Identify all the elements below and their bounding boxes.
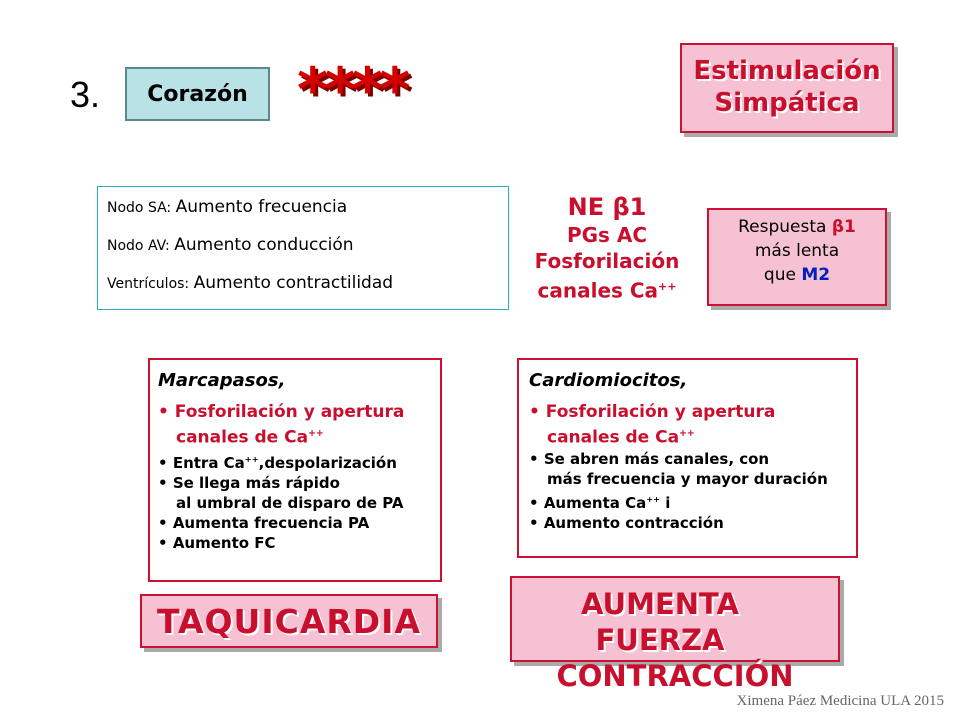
bullet: •: [529, 493, 539, 512]
receptor-line3: [512, 274, 702, 304]
effect-value: Aumento conducción: [174, 235, 354, 255]
effects-box: [97, 186, 509, 310]
item-text: Aumento contracción: [543, 513, 724, 532]
item-text: Fosforilación y apertura: [545, 402, 776, 422]
item-text: Aumento FC: [172, 533, 276, 552]
list-item-cont: más frecuencia y mayor duración: [547, 469, 828, 488]
effect-label: Ventrículos:: [107, 276, 194, 292]
response-box: [707, 208, 887, 306]
effect-value: Aumento frecuencia: [175, 197, 348, 217]
item-text: canales de Ca: [547, 427, 680, 448]
list-item: [158, 513, 440, 533]
item-text: ,despolarización: [258, 453, 397, 472]
list-item: [158, 401, 440, 423]
effect-value: Aumento contractilidad: [193, 273, 394, 293]
item-text: Fosforilación y apertura: [174, 402, 405, 422]
list-item: [158, 473, 440, 493]
cardiomyocytes-title: Cardiomiocitos,: [529, 370, 688, 391]
list-item-cont: [529, 423, 856, 449]
pacemaker-title: Marcapasos,: [158, 370, 286, 391]
item-text: canales de Ca: [176, 427, 309, 448]
list-item-cont: al umbral de disparo de PA: [176, 493, 404, 512]
bullet: •: [529, 449, 539, 468]
effect-label: Nodo AV:: [107, 238, 175, 254]
slide-number: 3.: [70, 74, 101, 115]
bullet: •: [158, 533, 168, 552]
result-contraction-force: [510, 576, 840, 693]
receptor-line1: PGs AC: [566, 223, 648, 247]
bullet: •: [529, 402, 540, 422]
stimulus-line2: Simpática: [714, 88, 860, 118]
response-line2: más lenta: [754, 241, 840, 261]
item-sup: ++: [244, 453, 259, 464]
list-item: [158, 449, 440, 473]
list-item: [529, 449, 856, 469]
effect-label: Nodo SA:: [107, 200, 176, 216]
result-tachycardia: TAQUICARDIA: [140, 594, 438, 648]
effect-row-sa: [107, 197, 508, 235]
response-line1: [709, 215, 885, 239]
credit-footer: Ximena Páez Medicina ULA 2015: [736, 693, 944, 709]
response-m2: M2: [801, 265, 831, 285]
stimulus-line1: Estimulación: [693, 56, 881, 86]
item-text: i: [660, 493, 671, 512]
list-item: [529, 401, 856, 423]
receptor-line3-text: canales Ca: [537, 278, 659, 303]
item-text: Aumenta frecuencia PA: [172, 513, 370, 532]
response-beta: β1: [831, 217, 856, 237]
item-text: Entra Ca: [172, 453, 245, 472]
list-item: [158, 533, 440, 553]
effect-row-ventricles: [107, 273, 508, 311]
organ-label: Corazón: [125, 67, 270, 121]
response-line3: [709, 263, 885, 287]
list-item: [529, 489, 856, 513]
bullet: •: [158, 402, 169, 422]
result-right-line2: CONTRACCIÓN: [556, 659, 794, 693]
bullet: •: [158, 513, 168, 532]
response-line3-text: que: [763, 265, 802, 285]
item-sup: ++: [308, 428, 324, 439]
bullet: •: [529, 513, 539, 532]
stars-rating: ****: [297, 55, 407, 125]
receptor-title: NE β1: [567, 193, 647, 221]
receptor-line3-sup: ++: [658, 280, 677, 293]
receptor-line2: Fosforilación: [534, 249, 680, 273]
receptor-mechanism: [512, 192, 702, 304]
item-text: Se llega más rápido: [172, 473, 340, 492]
list-item-cont: [158, 423, 440, 449]
bullet: •: [158, 453, 168, 472]
result-right-line1: AUMENTA FUERZA: [580, 587, 739, 657]
pacemaker-box: [148, 358, 442, 582]
list-item: [529, 513, 856, 533]
item-sup: ++: [646, 493, 661, 504]
sympathetic-stimulation-box: [680, 43, 894, 133]
effect-row-av: [107, 235, 508, 273]
item-text: Aumenta Ca: [543, 493, 647, 512]
cardiomyocytes-box: [517, 358, 858, 558]
response-line1-text: Respuesta: [738, 217, 832, 237]
item-sup: ++: [679, 428, 695, 439]
bullet: •: [158, 473, 168, 492]
item-text: Se abren más canales, con: [543, 449, 770, 468]
